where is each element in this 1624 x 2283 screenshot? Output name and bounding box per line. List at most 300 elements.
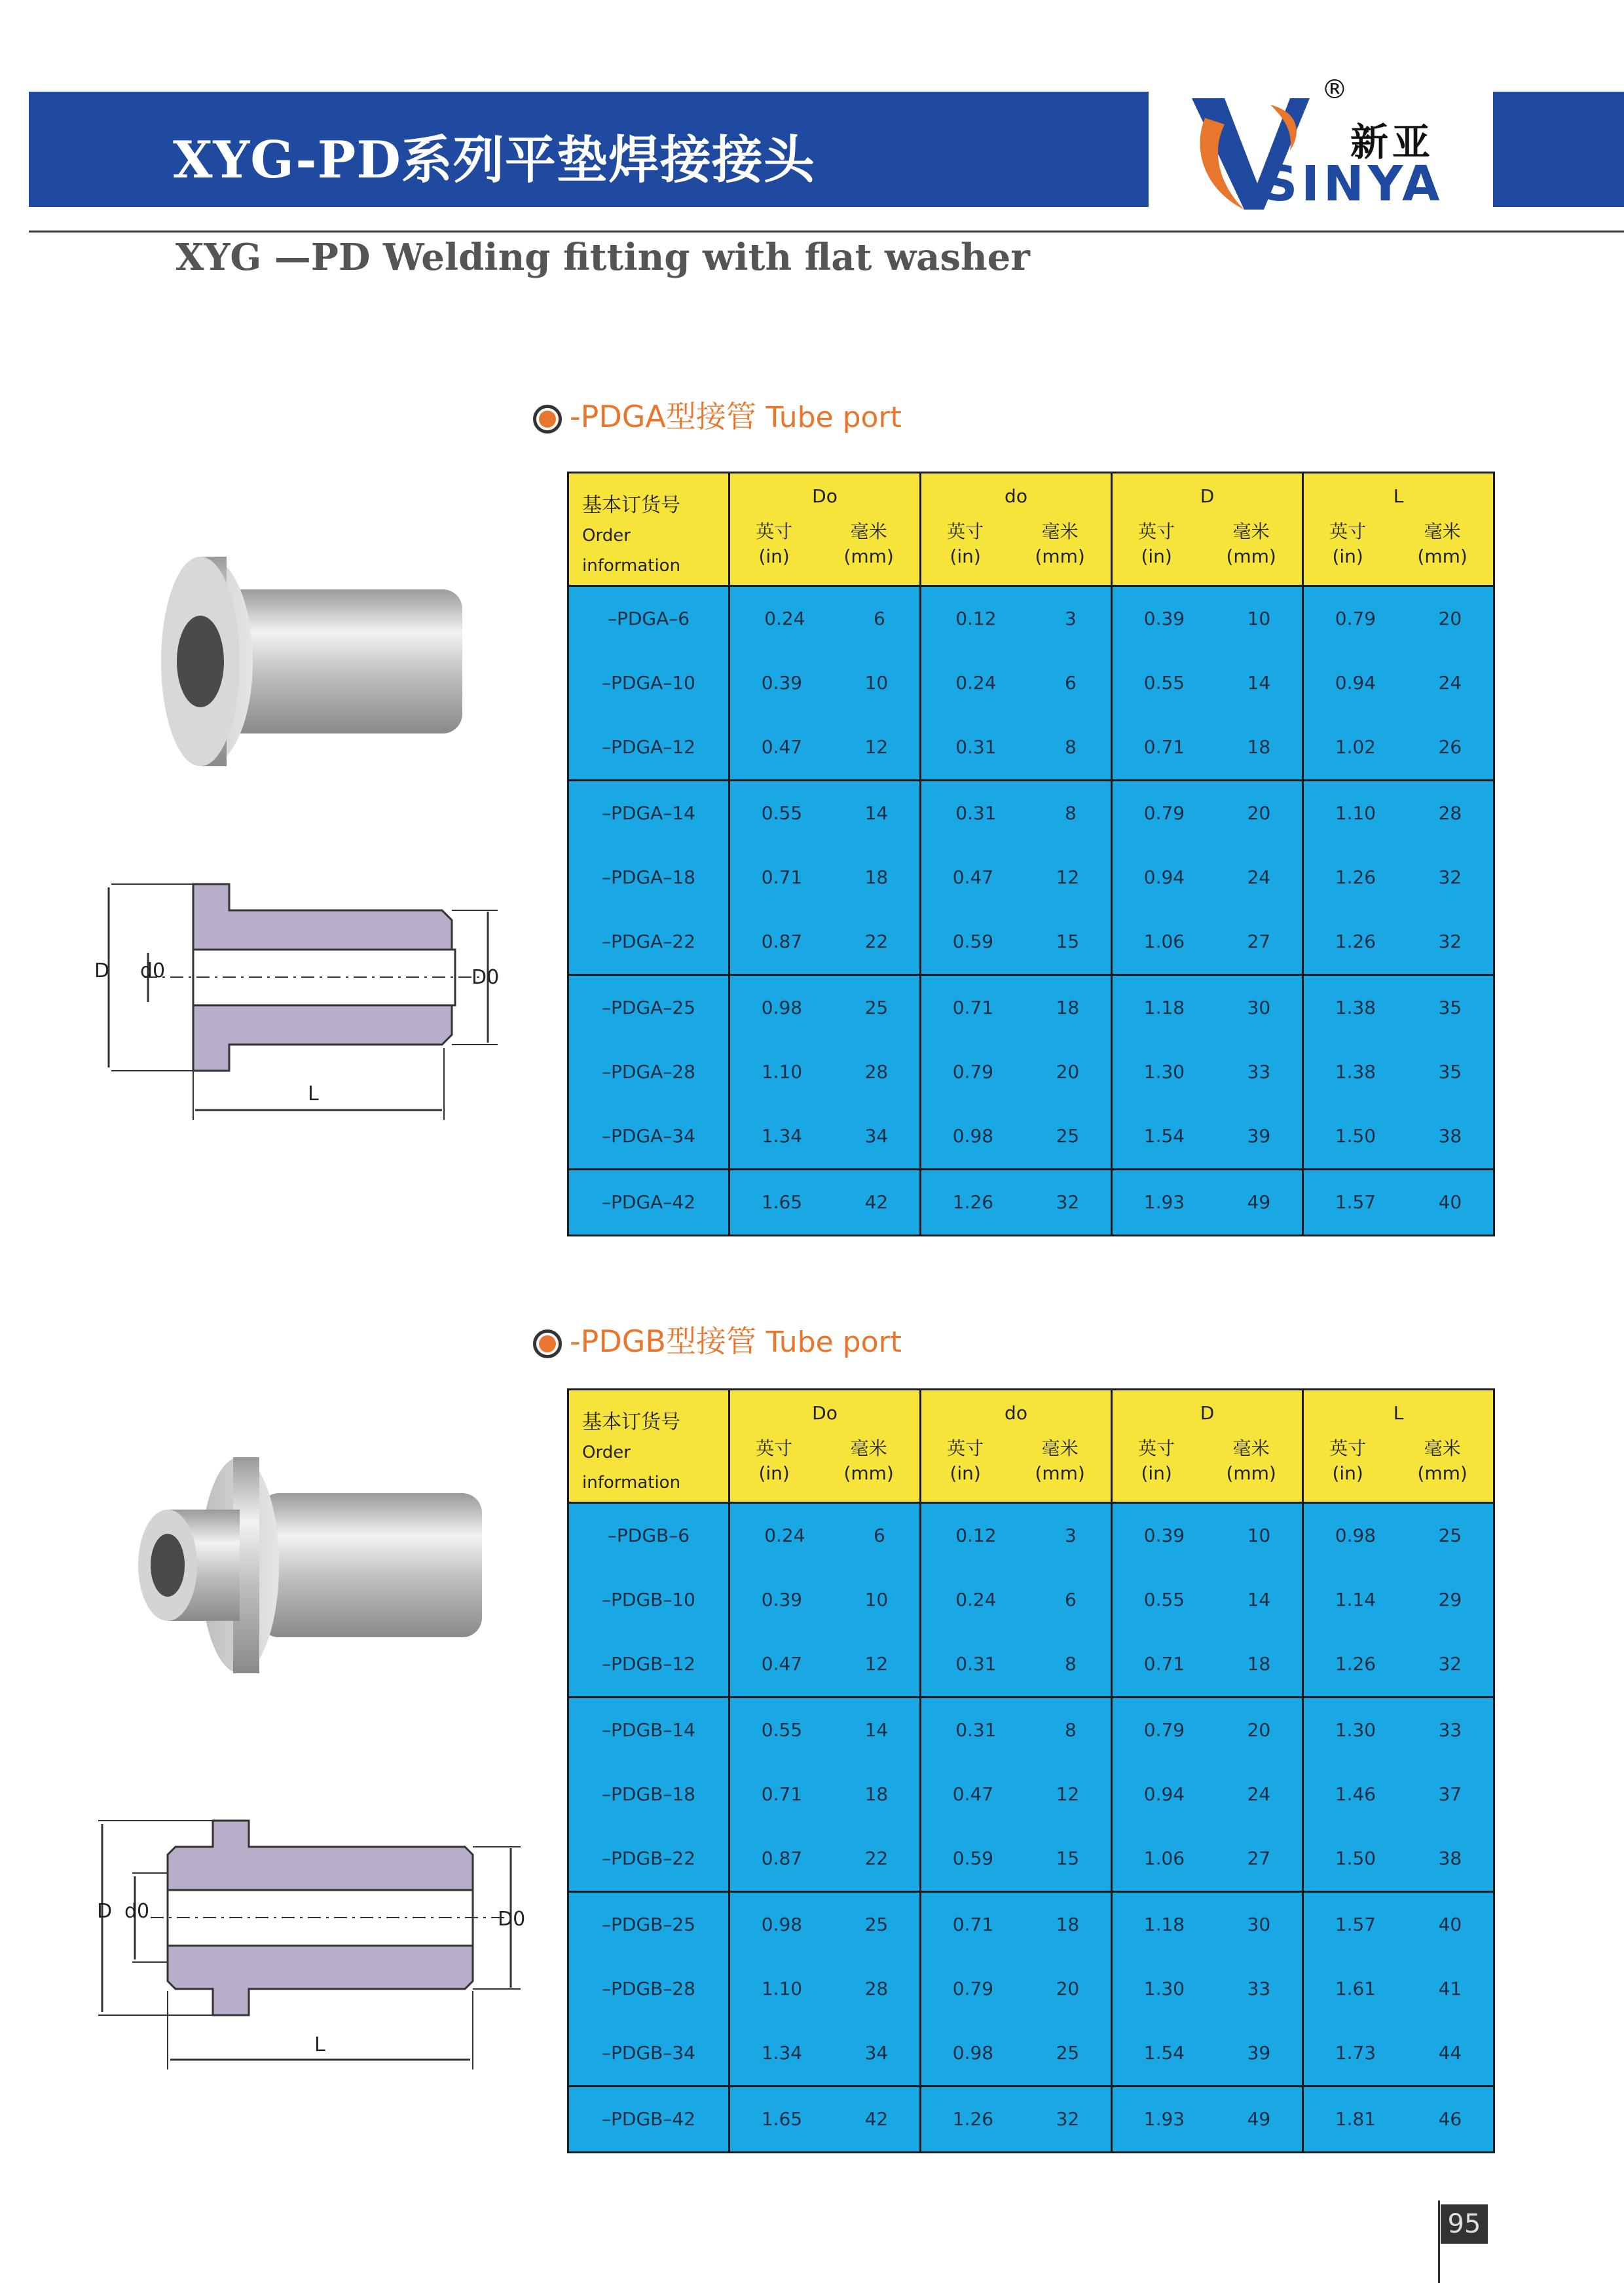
value-pair bbox=[1304, 1170, 1493, 1234]
order-code: –PDGA–18 bbox=[602, 866, 695, 888]
value-pair bbox=[730, 1568, 919, 1632]
order-code: –PDGB–12 bbox=[602, 1653, 695, 1675]
value-pair bbox=[1304, 715, 1493, 779]
value-in: 0.79 bbox=[1143, 802, 1185, 824]
table-row-group bbox=[568, 975, 1494, 1170]
unit-labels bbox=[730, 1436, 919, 1486]
header-rule bbox=[29, 231, 1624, 232]
value-mm: 20 bbox=[1056, 1978, 1080, 1999]
value-mm: 18 bbox=[1247, 736, 1271, 758]
value-in: 1.93 bbox=[1143, 1191, 1185, 1213]
value-mm: 18 bbox=[1056, 1914, 1080, 1935]
section-b-title bbox=[533, 1318, 902, 1361]
value-in: 0.87 bbox=[761, 1847, 803, 1869]
value-cell bbox=[921, 1698, 1112, 1892]
unit-mm bbox=[1226, 1436, 1276, 1486]
order-code: –PDGB–42 bbox=[602, 2108, 695, 2130]
order-code: –PDGB–6 bbox=[607, 1525, 690, 1546]
value-pair bbox=[1113, 1698, 1302, 1762]
value-in: 0.12 bbox=[955, 1525, 997, 1546]
value-in: 0.71 bbox=[952, 1914, 994, 1935]
value-in: 1.06 bbox=[1143, 1847, 1185, 1869]
value-pair bbox=[1304, 1104, 1493, 1168]
value-pair bbox=[921, 1170, 1111, 1234]
unit-in-cn: 英寸 bbox=[947, 521, 984, 542]
value-mm: 38 bbox=[1438, 1847, 1462, 1869]
value-in: 1.81 bbox=[1335, 2108, 1376, 2130]
value-mm: 14 bbox=[864, 802, 889, 824]
value-pair bbox=[921, 1104, 1111, 1168]
value-in: 0.98 bbox=[952, 2042, 994, 2064]
header-group-1 bbox=[921, 473, 1112, 586]
value-mm: 30 bbox=[1247, 1914, 1271, 1935]
value-mm: 6 bbox=[1064, 672, 1077, 694]
value-pair bbox=[921, 1893, 1111, 1957]
value-in: 0.47 bbox=[952, 866, 994, 888]
value-in: 0.94 bbox=[1335, 672, 1376, 694]
value-pair bbox=[1304, 1893, 1493, 1957]
value-mm: 28 bbox=[1438, 802, 1462, 824]
value-in: 1.18 bbox=[1143, 997, 1185, 1018]
unit-mm bbox=[1417, 519, 1467, 569]
value-mm: 18 bbox=[864, 866, 889, 888]
value-mm: 22 bbox=[864, 931, 889, 952]
value-in: 0.31 bbox=[955, 1653, 997, 1675]
value-pair bbox=[730, 1893, 919, 1957]
value-in: 1.73 bbox=[1335, 2042, 1376, 2064]
label-L: L bbox=[308, 1083, 319, 1105]
section-b-title-en: Tube port bbox=[766, 1326, 902, 1359]
value-pair bbox=[1113, 1893, 1302, 1957]
value-pair bbox=[1113, 845, 1302, 910]
value-cell bbox=[921, 1503, 1112, 1698]
value-cell bbox=[1303, 1698, 1494, 1892]
bullet-icon bbox=[533, 405, 562, 434]
group-label: L bbox=[1393, 485, 1404, 507]
value-in: 0.94 bbox=[1143, 866, 1185, 888]
value-cell bbox=[729, 975, 921, 1170]
value-mm: 24 bbox=[1438, 672, 1462, 694]
value-pair bbox=[730, 1104, 919, 1168]
value-pair bbox=[1113, 587, 1302, 651]
order-code-cell bbox=[568, 1892, 729, 2087]
unit-in-cn: 英寸 bbox=[756, 1438, 793, 1459]
unit-mm-cn: 毫米 bbox=[850, 521, 887, 542]
value-pair bbox=[730, 1698, 919, 1762]
value-cell bbox=[921, 586, 1112, 781]
value-in: 1.61 bbox=[1335, 1978, 1376, 1999]
unit-in-abbr: (in) bbox=[1141, 546, 1172, 567]
value-pair bbox=[730, 651, 919, 715]
value-in: 1.10 bbox=[761, 1061, 803, 1083]
header-group-0 bbox=[729, 473, 921, 586]
value-mm: 25 bbox=[864, 997, 889, 1018]
value-in: 0.31 bbox=[955, 1719, 997, 1741]
value-pair bbox=[921, 1632, 1111, 1696]
value-in: 0.79 bbox=[952, 1978, 994, 1999]
value-pair bbox=[1304, 781, 1493, 845]
value-in: 0.71 bbox=[761, 866, 803, 888]
value-in: 0.39 bbox=[761, 672, 803, 694]
table-row-group bbox=[568, 586, 1494, 781]
value-mm: 10 bbox=[1247, 1525, 1271, 1546]
value-cell bbox=[729, 1170, 921, 1236]
value-cell bbox=[1112, 586, 1303, 781]
value-pair bbox=[1304, 1040, 1493, 1104]
value-mm: 30 bbox=[1247, 997, 1271, 1018]
table-row-group bbox=[568, 2087, 1494, 2153]
order-info-cn: 基本订货号 bbox=[582, 494, 680, 517]
value-in: 0.59 bbox=[952, 1847, 994, 1869]
value-pair bbox=[1304, 1698, 1493, 1762]
unit-in-abbr: (in) bbox=[758, 1462, 790, 1484]
unit-mm-cn: 毫米 bbox=[1232, 521, 1270, 542]
unit-in-cn: 英寸 bbox=[1138, 1438, 1175, 1459]
value-pair bbox=[921, 845, 1111, 910]
header-group-0 bbox=[729, 1390, 921, 1503]
value-in: 1.65 bbox=[761, 2108, 803, 2130]
value-mm: 20 bbox=[1056, 1061, 1080, 1083]
value-in: 1.93 bbox=[1143, 2108, 1185, 2130]
unit-mm bbox=[843, 519, 893, 569]
value-mm: 40 bbox=[1438, 1914, 1462, 1935]
page-number: 95 bbox=[1441, 2204, 1488, 2244]
value-in: 0.98 bbox=[1335, 1525, 1376, 1546]
page-subtitle: XYG —PD Welding fitting with flat washer bbox=[175, 236, 1030, 279]
value-in: 1.50 bbox=[1335, 1125, 1376, 1147]
unit-mm-abbr: (mm) bbox=[1226, 1462, 1276, 1484]
value-pair bbox=[921, 715, 1111, 779]
order-code: –PDGB–22 bbox=[602, 1847, 695, 1869]
value-cell bbox=[729, 781, 921, 975]
value-in: 0.55 bbox=[761, 802, 803, 824]
unit-in-abbr: (in) bbox=[950, 1462, 981, 1484]
value-pair bbox=[921, 781, 1111, 845]
table-row-group bbox=[568, 1503, 1494, 1698]
value-pair bbox=[1113, 1104, 1302, 1168]
unit-mm-cn: 毫米 bbox=[1424, 521, 1461, 542]
value-in: 1.02 bbox=[1335, 736, 1376, 758]
value-pair bbox=[921, 1957, 1111, 2021]
value-cell bbox=[1303, 781, 1494, 975]
registered-mark: ® bbox=[1321, 75, 1348, 105]
value-pair bbox=[1304, 587, 1493, 651]
unit-mm-cn: 毫米 bbox=[850, 1438, 887, 1459]
value-mm: 6 bbox=[873, 1525, 885, 1546]
pdga-spec-table bbox=[567, 472, 1495, 1236]
value-in: 0.98 bbox=[761, 1914, 803, 1935]
value-mm: 33 bbox=[1438, 1719, 1462, 1741]
label-D0: D0 bbox=[498, 1908, 526, 1931]
unit-labels bbox=[921, 1436, 1111, 1486]
value-mm: 10 bbox=[1247, 608, 1271, 629]
order-code: –PDGA–22 bbox=[602, 931, 695, 952]
unit-in bbox=[1329, 519, 1366, 569]
value-pair bbox=[1113, 1504, 1302, 1568]
value-cell bbox=[729, 1503, 921, 1698]
value-mm: 40 bbox=[1438, 1191, 1462, 1213]
value-mm: 39 bbox=[1247, 1125, 1271, 1147]
pdga-dimension-diagram bbox=[92, 871, 511, 1133]
value-cell bbox=[729, 586, 921, 781]
value-in: 1.57 bbox=[1335, 1914, 1376, 1935]
value-in: 1.65 bbox=[761, 1191, 803, 1213]
value-pair bbox=[1304, 651, 1493, 715]
value-mm: 22 bbox=[864, 1847, 889, 1869]
label-D0: D0 bbox=[471, 966, 500, 989]
order-info-en: Order information bbox=[582, 526, 681, 576]
order-code: –PDGA–28 bbox=[602, 1061, 695, 1083]
unit-labels bbox=[730, 519, 919, 569]
value-mm: 25 bbox=[864, 1914, 889, 1935]
value-pair bbox=[1113, 910, 1302, 974]
value-pair bbox=[730, 1632, 919, 1696]
unit-mm-cn: 毫米 bbox=[1424, 1438, 1461, 1459]
value-in: 0.24 bbox=[764, 1525, 805, 1546]
value-cell bbox=[921, 1170, 1112, 1236]
value-in: 0.55 bbox=[761, 1719, 803, 1741]
pdgb-dimension-diagram bbox=[85, 1808, 530, 2083]
value-mm: 35 bbox=[1438, 1061, 1462, 1083]
value-in: 0.31 bbox=[955, 802, 997, 824]
value-in: 0.24 bbox=[955, 672, 997, 694]
value-mm: 49 bbox=[1247, 2108, 1271, 2130]
page-number-rule bbox=[1438, 2200, 1440, 2283]
value-cell bbox=[1112, 1503, 1303, 1698]
label-D: D bbox=[97, 1900, 113, 1923]
unit-mm-abbr: (mm) bbox=[1417, 1462, 1467, 1484]
value-cell bbox=[1112, 1698, 1303, 1892]
value-mm: 37 bbox=[1438, 1783, 1462, 1805]
value-mm: 12 bbox=[864, 1653, 889, 1675]
group-label: Do bbox=[812, 485, 838, 507]
value-in: 1.38 bbox=[1335, 1061, 1376, 1083]
value-mm: 25 bbox=[1056, 2042, 1080, 2064]
unit-labels bbox=[1304, 1436, 1493, 1486]
unit-in-cn: 英寸 bbox=[1329, 1438, 1367, 1459]
value-in: 1.54 bbox=[1143, 1125, 1185, 1147]
value-pair bbox=[1113, 715, 1302, 779]
value-in: 1.14 bbox=[1335, 1589, 1376, 1610]
value-pair bbox=[921, 1698, 1111, 1762]
value-pair bbox=[730, 2021, 919, 2085]
value-mm: 18 bbox=[1247, 1653, 1271, 1675]
value-pair bbox=[730, 976, 919, 1040]
value-cell bbox=[1303, 1892, 1494, 2087]
value-cell bbox=[1112, 2087, 1303, 2153]
group-label: Do bbox=[812, 1402, 838, 1424]
value-in: 0.39 bbox=[1143, 608, 1185, 629]
value-pair bbox=[1113, 651, 1302, 715]
value-in: 0.71 bbox=[1143, 736, 1185, 758]
value-mm: 42 bbox=[864, 2108, 889, 2130]
value-pair bbox=[921, 976, 1111, 1040]
value-pair bbox=[921, 587, 1111, 651]
value-mm: 18 bbox=[1056, 997, 1080, 1018]
value-pair bbox=[921, 1827, 1111, 1891]
value-pair bbox=[1113, 1040, 1302, 1104]
unit-mm-cn: 毫米 bbox=[1041, 521, 1079, 542]
value-pair bbox=[1113, 1568, 1302, 1632]
value-in: 1.30 bbox=[1143, 1978, 1185, 1999]
value-in: 0.55 bbox=[1143, 1589, 1185, 1610]
header-group-2 bbox=[1112, 473, 1303, 586]
value-mm: 32 bbox=[1438, 931, 1462, 952]
value-mm: 32 bbox=[1438, 866, 1462, 888]
group-label: do bbox=[1005, 1402, 1027, 1424]
value-in: 0.87 bbox=[761, 931, 803, 952]
value-in: 0.71 bbox=[952, 997, 994, 1018]
order-code: –PDGB–34 bbox=[602, 2042, 695, 2064]
unit-labels bbox=[921, 519, 1111, 569]
unit-mm-abbr: (mm) bbox=[843, 546, 894, 567]
section-a-title-en: Tube port bbox=[766, 401, 902, 434]
order-info-label bbox=[574, 1407, 728, 1498]
table-row-group bbox=[568, 1892, 1494, 2087]
label-L: L bbox=[314, 2033, 325, 2056]
order-code: –PDGB–28 bbox=[602, 1978, 695, 1999]
value-cell bbox=[1303, 1503, 1494, 1698]
value-pair bbox=[1113, 1827, 1302, 1891]
order-code-cell bbox=[568, 1698, 729, 1892]
value-in: 0.59 bbox=[952, 931, 994, 952]
value-mm: 14 bbox=[1247, 672, 1271, 694]
order-info-cn: 基本订货号 bbox=[582, 1411, 680, 1434]
value-mm: 41 bbox=[1438, 1978, 1462, 1999]
brand-logo bbox=[1179, 72, 1486, 216]
value-in: 0.71 bbox=[761, 1783, 803, 1805]
unit-mm bbox=[1417, 1436, 1467, 1486]
value-in: 0.39 bbox=[1143, 1525, 1185, 1546]
value-pair bbox=[730, 1957, 919, 2021]
value-pair bbox=[730, 1827, 919, 1891]
unit-labels bbox=[1113, 519, 1302, 569]
unit-in-abbr: (in) bbox=[950, 546, 981, 567]
order-code: –PDGA–6 bbox=[607, 608, 690, 629]
value-pair bbox=[730, 1170, 919, 1234]
value-in: 0.94 bbox=[1143, 1783, 1185, 1805]
value-mm: 20 bbox=[1247, 802, 1271, 824]
value-mm: 8 bbox=[1064, 736, 1077, 758]
value-mm: 27 bbox=[1247, 931, 1271, 952]
brand-name-cn: 新亚 bbox=[1350, 120, 1435, 164]
value-pair bbox=[1304, 845, 1493, 910]
unit-mm bbox=[1226, 519, 1276, 569]
value-cell bbox=[1303, 1170, 1494, 1236]
value-pair bbox=[730, 910, 919, 974]
section-a-title bbox=[533, 393, 902, 436]
unit-in bbox=[947, 1436, 984, 1486]
value-cell bbox=[1303, 975, 1494, 1170]
value-cell bbox=[1303, 2087, 1494, 2153]
order-code: –PDGB–25 bbox=[602, 1914, 695, 1935]
header-group-2 bbox=[1112, 1390, 1303, 1503]
value-mm: 44 bbox=[1438, 2042, 1462, 2064]
group-label: L bbox=[1393, 1402, 1404, 1424]
value-in: 0.79 bbox=[952, 1061, 994, 1083]
value-mm: 12 bbox=[1056, 866, 1080, 888]
value-cell bbox=[921, 781, 1112, 975]
value-in: 1.26 bbox=[1335, 1653, 1376, 1675]
label-d0: d0 bbox=[140, 959, 166, 982]
value-pair bbox=[1113, 2087, 1302, 2151]
value-in: 1.26 bbox=[952, 2108, 994, 2130]
value-in: 1.26 bbox=[1335, 931, 1376, 952]
order-code: –PDGA–12 bbox=[602, 736, 695, 758]
value-in: 0.98 bbox=[952, 1125, 994, 1147]
group-label: D bbox=[1200, 485, 1215, 507]
value-mm: 25 bbox=[1438, 1525, 1462, 1546]
order-code-cell bbox=[568, 1503, 729, 1698]
order-code: –PDGA–42 bbox=[602, 1191, 695, 1213]
value-mm: 6 bbox=[1064, 1589, 1077, 1610]
value-in: 1.26 bbox=[1335, 866, 1376, 888]
value-cell bbox=[1112, 975, 1303, 1170]
value-cell bbox=[1303, 586, 1494, 781]
order-info-en: Order information bbox=[582, 1443, 681, 1493]
value-pair bbox=[1113, 1170, 1302, 1234]
value-pair bbox=[1113, 1632, 1302, 1696]
value-mm: 38 bbox=[1438, 1125, 1462, 1147]
value-in: 0.39 bbox=[761, 1589, 803, 1610]
value-in: 1.10 bbox=[761, 1978, 803, 1999]
value-pair bbox=[730, 1040, 919, 1104]
unit-in bbox=[756, 1436, 792, 1486]
value-mm: 24 bbox=[1247, 866, 1271, 888]
value-in: 1.30 bbox=[1335, 1719, 1376, 1741]
header-order-info bbox=[568, 1390, 729, 1503]
value-mm: 8 bbox=[1064, 1653, 1077, 1675]
unit-in-cn: 英寸 bbox=[1138, 521, 1175, 542]
value-pair bbox=[730, 587, 919, 651]
value-pair bbox=[921, 2087, 1111, 2151]
value-in: 0.55 bbox=[1143, 672, 1185, 694]
value-mm: 28 bbox=[864, 1061, 889, 1083]
table-header-row bbox=[568, 473, 1494, 586]
unit-in bbox=[1138, 519, 1175, 569]
header-order-info bbox=[568, 473, 729, 586]
value-pair bbox=[1113, 1957, 1302, 2021]
table-row-group bbox=[568, 1170, 1494, 1236]
value-mm: 29 bbox=[1438, 1589, 1462, 1610]
title-banner bbox=[29, 92, 1149, 207]
unit-in bbox=[756, 519, 792, 569]
value-pair bbox=[730, 715, 919, 779]
label-D: D bbox=[94, 959, 110, 982]
order-info-label bbox=[574, 491, 728, 581]
header-group-3 bbox=[1303, 1390, 1494, 1503]
value-pair bbox=[1304, 1504, 1493, 1568]
pdga-fitting-photo bbox=[128, 550, 482, 786]
value-pair bbox=[1304, 1957, 1493, 2021]
value-mm: 3 bbox=[1064, 608, 1077, 629]
unit-mm-abbr: (mm) bbox=[1035, 1462, 1085, 1484]
order-code: –PDGA–14 bbox=[602, 802, 695, 824]
value-in: 1.54 bbox=[1143, 2042, 1185, 2064]
group-label: D bbox=[1200, 1402, 1215, 1424]
label-d0: d0 bbox=[124, 1900, 150, 1923]
value-cell bbox=[729, 1892, 921, 2087]
value-mm: 39 bbox=[1247, 2042, 1271, 2064]
value-in: 1.50 bbox=[1335, 1847, 1376, 1869]
value-mm: 15 bbox=[1056, 931, 1080, 952]
value-cell bbox=[1112, 1170, 1303, 1236]
value-in: 0.71 bbox=[1143, 1653, 1185, 1675]
value-pair bbox=[1304, 910, 1493, 974]
value-in: 1.18 bbox=[1143, 1914, 1185, 1935]
value-pair bbox=[730, 1762, 919, 1827]
value-mm: 12 bbox=[864, 736, 889, 758]
